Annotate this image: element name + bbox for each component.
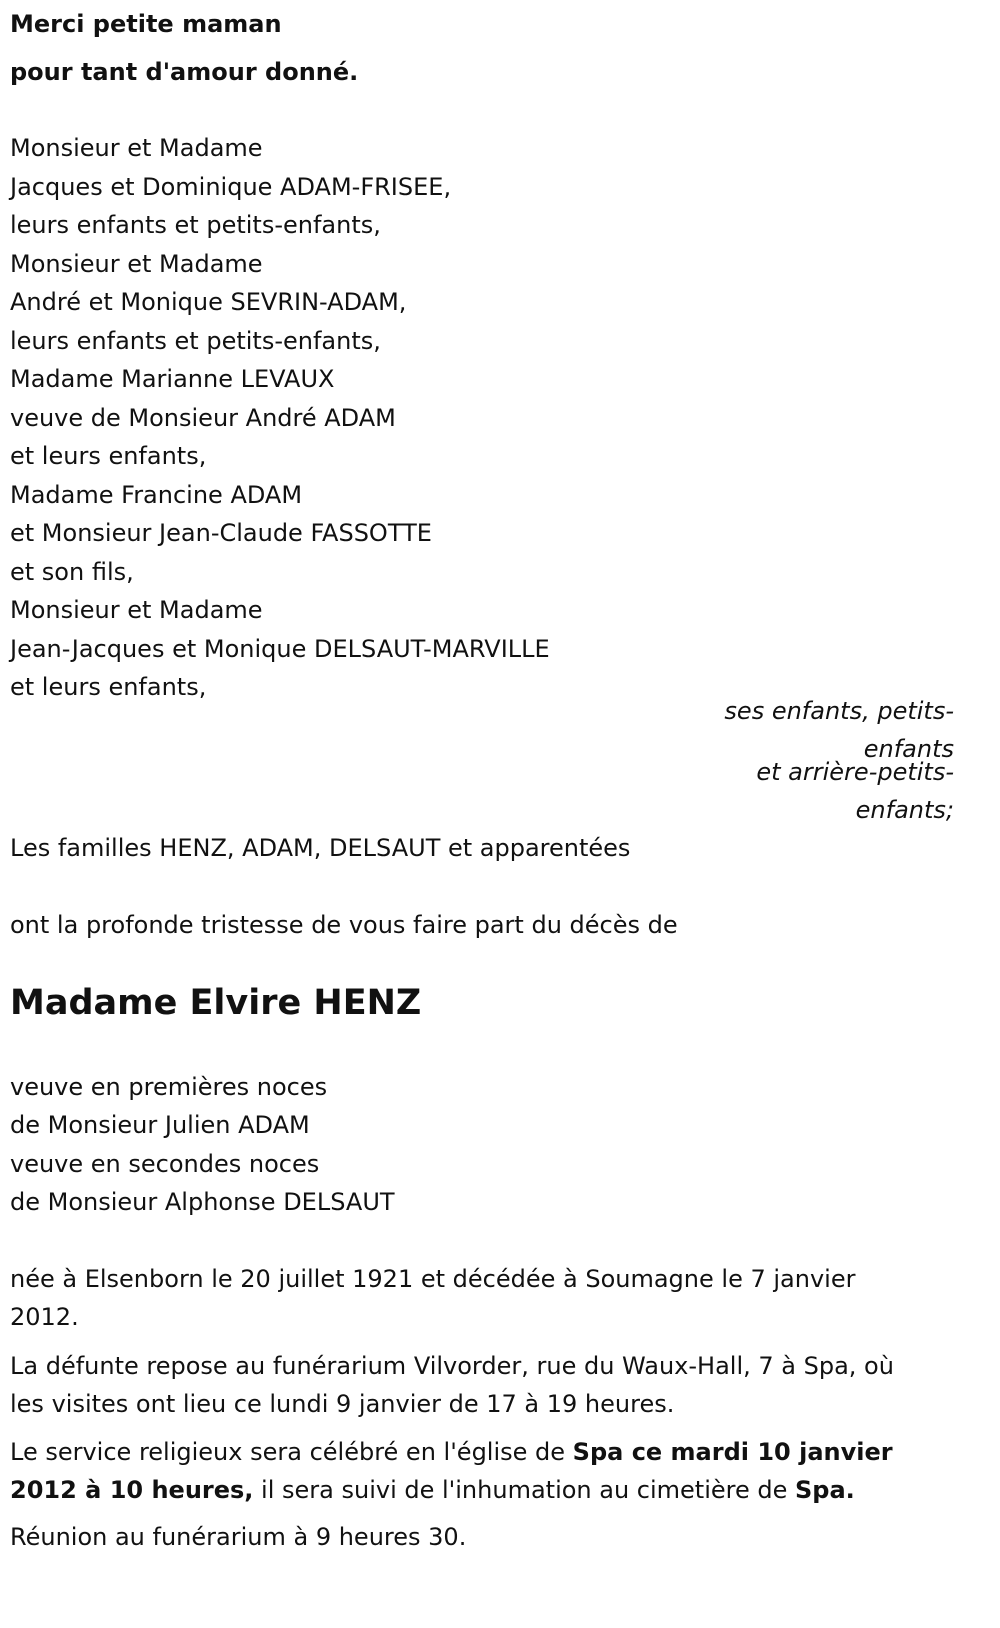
family-line: Madame Francine ADAM: [10, 480, 303, 509]
descendants-line: enfants: [863, 735, 954, 763]
family-line: Monsieur et Madame: [10, 134, 263, 162]
service-paragraph: [10, 1433, 893, 1509]
text-line: 2012.: [10, 1303, 79, 1331]
cemetery-bold: Spa.: [795, 1476, 855, 1504]
header-dedication: [10, 0, 358, 96]
text-line: [10, 1433, 893, 1471]
family-line: Monsieur et Madame: [10, 249, 263, 278]
family-line: Madame Marianne LEVAUX: [10, 365, 335, 393]
widow-info: [10, 1068, 395, 1222]
service-date-bold: Spa ce mardi 10 janvier: [572, 1438, 893, 1466]
reunion-line: Réunion au funérarium à 9 heures 30.: [10, 1523, 467, 1551]
dedication-line: Merci petite maman: [10, 10, 282, 38]
family-line: leurs enfants et petits-enfants,: [10, 211, 381, 239]
descendants-line: ses enfants, petits-: [724, 697, 954, 725]
family-line: et leurs enfants,: [10, 673, 207, 701]
widow-line: veuve en premières noces: [10, 1073, 328, 1101]
families-line: Les familles HENZ, ADAM, DELSAUT et apparentées: [10, 834, 631, 862]
family-line: veuve de Monsieur André ADAM: [10, 403, 396, 432]
family-line: André et Monique SEVRIN-ADAM,: [10, 288, 407, 316]
widow-line: veuve en secondes noces: [10, 1149, 320, 1178]
family-line: Monsieur et Madame: [10, 596, 263, 624]
service-text: il sera suivi de l'inhumation au cimetière de: [253, 1476, 796, 1504]
dedication-line: pour tant d'amour donné.: [10, 58, 359, 86]
widow-line: de Monsieur Julien ADAM: [10, 1111, 310, 1140]
service-text: Le service religieux sera célébré en l'église de: [10, 1438, 573, 1466]
family-list: [10, 129, 550, 707]
descendants-line: et arrière-petits-: [756, 758, 954, 786]
family-line: leurs enfants et petits-enfants,: [10, 326, 381, 355]
repose-paragraph: [10, 1347, 894, 1423]
descendants-note-2: [756, 753, 954, 829]
text-line: les visites ont lieu ce lundi 9 janvier de 17 à 19 heures.: [10, 1390, 675, 1418]
text-line: La défunte repose au funérarium Vilvorder, rue du Waux-Hall, 7 à Spa, où: [10, 1352, 894, 1380]
birth-death-paragraph: [10, 1260, 855, 1336]
family-line: et son fils,: [10, 557, 134, 586]
widow-line: de Monsieur Alphonse DELSAUT: [10, 1188, 395, 1217]
deceased-name: Madame Elvire HENZ: [10, 983, 422, 1023]
family-line: et Monsieur Jean-Claude FASSOTTE: [10, 519, 432, 547]
family-line: Jacques et Dominique ADAM-FRISEE,: [10, 172, 452, 201]
text-line: née à Elsenborn le 20 juillet 1921 et décédée à Soumagne le 7 janvier: [10, 1265, 856, 1293]
family-line: et leurs enfants,: [10, 442, 207, 470]
service-time-bold: 2012 à 10 heures,: [10, 1476, 254, 1504]
family-line: Jean-Jacques et Monique DELSAUT-MARVILLE: [10, 634, 550, 663]
descendants-line: enfants;: [855, 796, 954, 824]
announcement-line: ont la profonde tristesse de vous faire part du décès de: [10, 911, 678, 939]
text-line: [10, 1471, 893, 1509]
